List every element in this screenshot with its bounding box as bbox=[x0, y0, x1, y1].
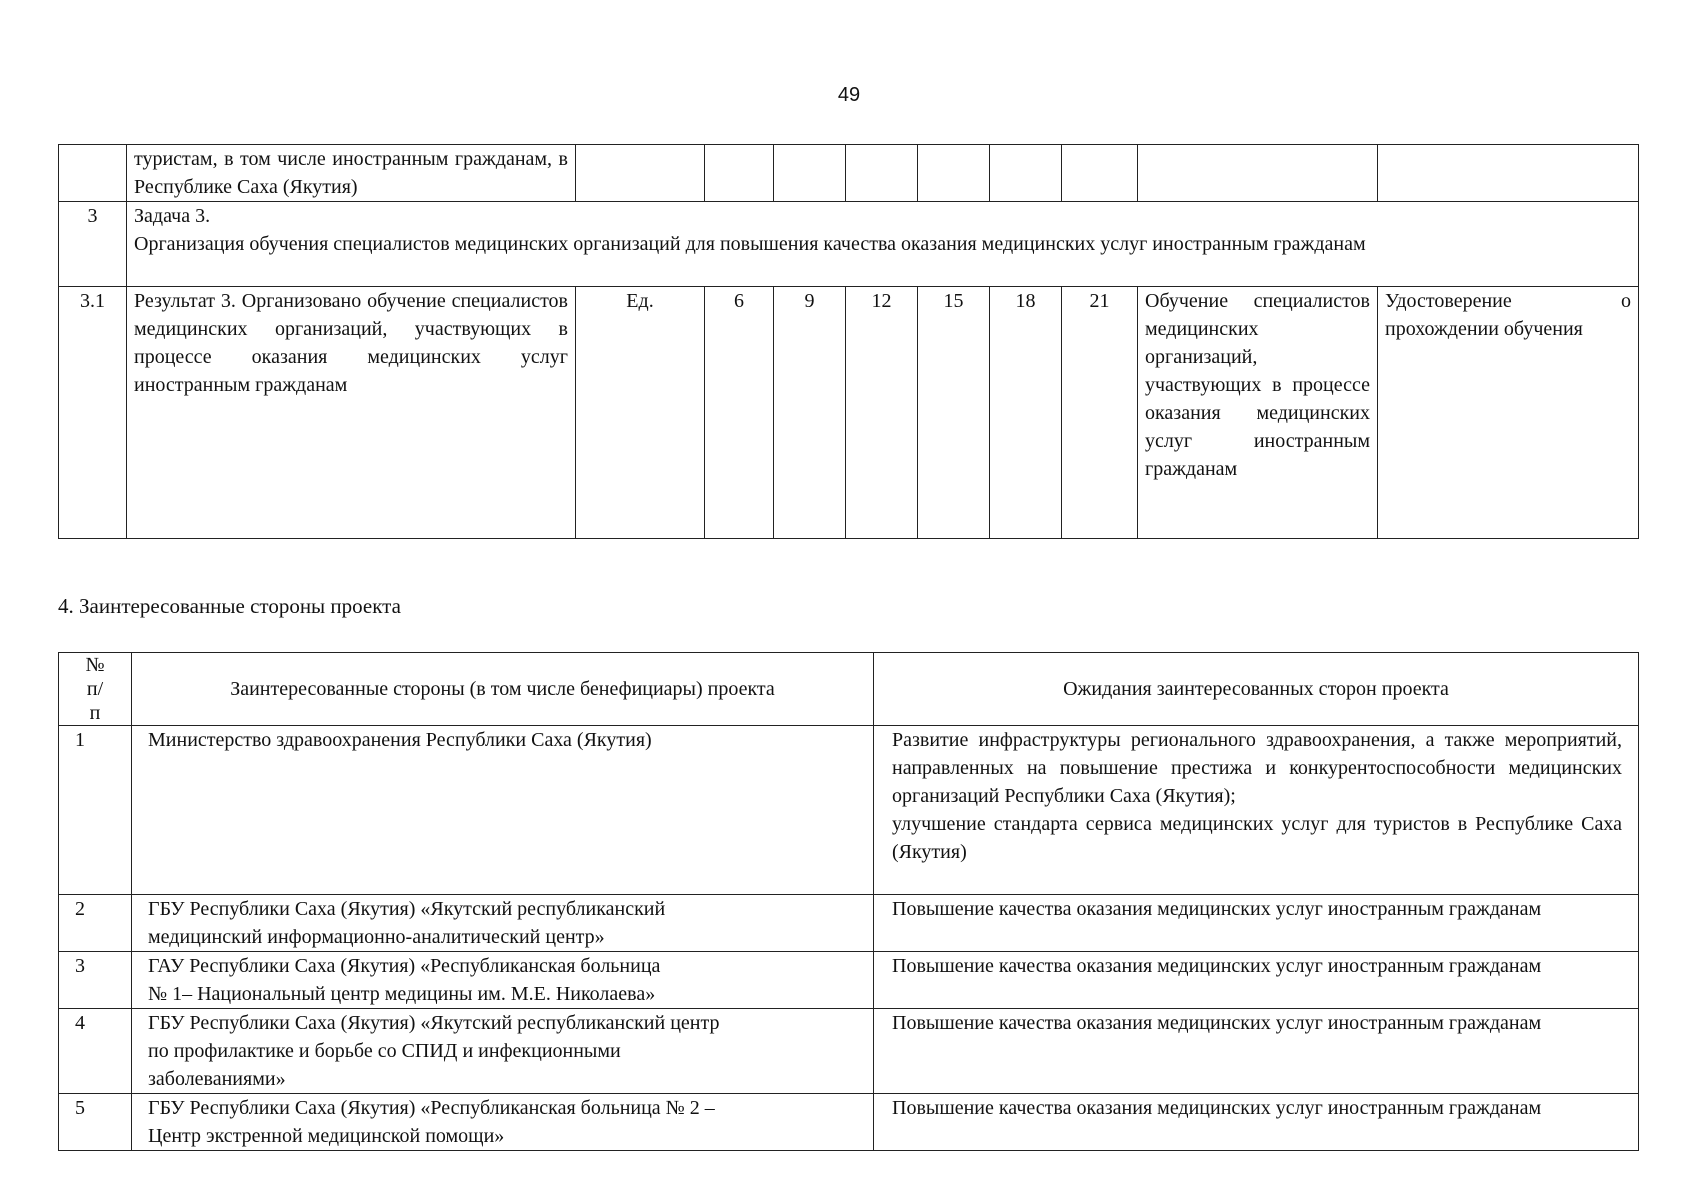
task-title: Задача 3. bbox=[134, 205, 211, 227]
stakeholder-name-line: ГАУ Республики Саха (Якутия) «Республиканская больница bbox=[148, 955, 661, 977]
table-header-row bbox=[59, 653, 1639, 726]
table-row bbox=[59, 895, 1639, 952]
table-row bbox=[59, 1094, 1639, 1151]
task-row bbox=[59, 202, 1639, 287]
value-cell: 18 bbox=[990, 287, 1062, 539]
task-text bbox=[127, 202, 1639, 287]
value-cell: 12 bbox=[846, 287, 918, 539]
header-num: № п/п bbox=[59, 653, 132, 726]
stakeholder-expectation: Повышение качества оказания медицинских услуг иностранным гражданам bbox=[874, 895, 1639, 952]
stakeholder-name-line: медицинский информационно-аналитический центр» bbox=[148, 926, 605, 948]
stakeholder-name-line: заболеваниями» bbox=[148, 1068, 286, 1090]
stakeholder-expectation: Повышение качества оказания медицинских услуг иностранным гражданам bbox=[874, 1009, 1639, 1094]
expectation-paragraph: улучшение стандарта сервиса медицинских услуг для туристов в Республике Саха (Якутия) bbox=[892, 813, 1622, 863]
stakeholder-name-line: ГБУ Республики Саха (Якутия) «Якутский республиканский центр bbox=[148, 1012, 720, 1034]
section-title: 4. Заинтересованные стороны проекта bbox=[58, 594, 401, 618]
expectation-paragraph: Развитие инфраструктуры регионального здравоохранения, а также мероприятий, направленных на повышение престижа и конкурентоспособности медицинских организаций Республики Саха (Якутия); bbox=[892, 729, 1622, 807]
task-number: 3 bbox=[59, 202, 127, 287]
row-number: 4 bbox=[59, 1009, 132, 1094]
page-number: 49 bbox=[837, 84, 861, 106]
table-row bbox=[59, 1009, 1639, 1094]
stakeholder-expectation: Повышение качества оказания медицинских услуг иностранным гражданам bbox=[874, 952, 1639, 1009]
value-cell: 9 bbox=[774, 287, 846, 539]
table-row bbox=[59, 145, 1639, 202]
stakeholder-expectation bbox=[874, 726, 1639, 895]
stakeholder-name: Министерство здравоохранения Республики Саха (Якутия) bbox=[132, 726, 874, 895]
stakeholder-name bbox=[132, 1094, 874, 1151]
task-description: Организация обучения специалистов медицинских организаций для повышения качества оказания медицинских услуг иностранным гражданам bbox=[134, 233, 1366, 255]
stakeholder-name-line: № 1– Национальный центр медицины им. М.Е. Николаева» bbox=[148, 983, 656, 1005]
stakeholder-name bbox=[132, 895, 874, 952]
value-cell: 21 bbox=[1062, 287, 1138, 539]
table-row bbox=[59, 726, 1639, 895]
row-number: 5 bbox=[59, 1094, 132, 1151]
stakeholders-table bbox=[58, 652, 1639, 1151]
stakeholder-name-line: ГБУ Республики Саха (Якутия) «Якутский республиканский bbox=[148, 898, 666, 920]
stakeholder-name bbox=[132, 1009, 874, 1094]
result-document: Удостоверение о прохождении обучения bbox=[1378, 287, 1639, 539]
row-number: 2 bbox=[59, 895, 132, 952]
results-table bbox=[58, 144, 1639, 539]
result-row bbox=[59, 287, 1639, 539]
header-stakeholders: Заинтересованные стороны (в том числе бенефициары) проекта bbox=[132, 653, 874, 726]
stakeholder-name-line: Центр экстренной медицинской помощи» bbox=[148, 1125, 505, 1147]
result-description: Обучение специалистов медицинских организаций, участвующих в процессе оказания медицинских услуг иностранным гражданам bbox=[1138, 287, 1378, 539]
result-unit: Ед. bbox=[576, 287, 705, 539]
result-number: 3.1 bbox=[59, 287, 127, 539]
value-cell: 6 bbox=[705, 287, 774, 539]
stakeholder-expectation: Повышение качества оказания медицинских услуг иностранным гражданам bbox=[874, 1094, 1639, 1151]
result-name-continued: туристам, в том числе иностранным гражданам, в Республике Саха (Якутия) bbox=[127, 145, 576, 202]
result-name: Результат 3. Организовано обучение специалистов медицинских организаций, участвующих в процессе оказания медицинских услуг иностранным гражданам bbox=[127, 287, 576, 539]
header-expectations: Ожидания заинтересованных сторон проекта bbox=[874, 653, 1639, 726]
row-number: 3 bbox=[59, 952, 132, 1009]
stakeholder-name-line: по профилактике и борьбе со СПИД и инфекционными bbox=[148, 1040, 621, 1062]
stakeholder-name-line: ГБУ Республики Саха (Якутия) «Республиканская больница № 2 – bbox=[148, 1097, 715, 1119]
row-number: 1 bbox=[59, 726, 132, 895]
table-row bbox=[59, 952, 1639, 1009]
stakeholder-name bbox=[132, 952, 874, 1009]
value-cell: 15 bbox=[918, 287, 990, 539]
